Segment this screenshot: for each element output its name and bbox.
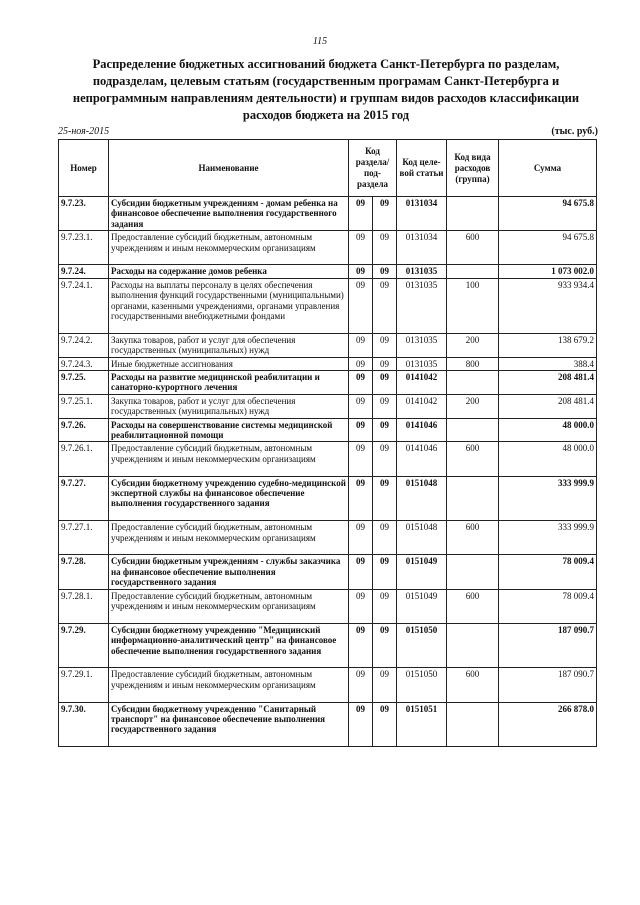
row-section: 09 bbox=[349, 521, 373, 555]
row-subsection: 09 bbox=[373, 521, 397, 555]
table-row bbox=[59, 265, 597, 278]
row-subsection: 09 bbox=[373, 278, 397, 333]
row-target: 0151050 bbox=[397, 623, 447, 668]
row-name: Расходы на содержание домов ребенка bbox=[109, 265, 349, 278]
row-amount: 333 999.9 bbox=[499, 521, 597, 555]
table-row bbox=[59, 476, 597, 521]
table-body bbox=[59, 197, 597, 747]
table-row bbox=[59, 231, 597, 265]
row-amount: 138 679.2 bbox=[499, 333, 597, 357]
row-number: 9.7.24.1. bbox=[59, 278, 109, 333]
row-amount: 94 675.8 bbox=[499, 231, 597, 265]
row-expense-type: 200 bbox=[447, 394, 499, 418]
row-name: Субсидии бюджетному учреждению "Санитарный транспорт" на финансовое обеспечение выполнения государственного задания bbox=[109, 702, 349, 747]
row-subsection: 09 bbox=[373, 333, 397, 357]
row-number: 9.7.26.1. bbox=[59, 442, 109, 476]
row-target: 0131034 bbox=[397, 197, 447, 231]
row-amount: 333 999.9 bbox=[499, 476, 597, 521]
row-number: 9.7.23. bbox=[59, 197, 109, 231]
row-name: Субсидии бюджетному учреждению судебно-медицинской экспертной службы на финансовое обеспечение выполнения государственного задания bbox=[109, 476, 349, 521]
row-number: 9.7.29.1. bbox=[59, 668, 109, 702]
row-name: Расходы на совершенствование системы медицинской реабилитационной помощи bbox=[109, 418, 349, 442]
row-expense-type bbox=[447, 265, 499, 278]
row-number: 9.7.25.1. bbox=[59, 394, 109, 418]
header-amount: Сумма bbox=[499, 140, 597, 197]
header-target bbox=[397, 140, 447, 197]
row-section: 09 bbox=[349, 197, 373, 231]
row-expense-type: 200 bbox=[447, 333, 499, 357]
header-number: Номер bbox=[59, 140, 109, 197]
row-subsection: 09 bbox=[373, 197, 397, 231]
row-section: 09 bbox=[349, 623, 373, 668]
row-number: 9.7.23.1. bbox=[59, 231, 109, 265]
row-name: Субсидии бюджетным учреждениям - домам ребенка на финансовое обеспечение выполнения государственного задания bbox=[109, 197, 349, 231]
table-row bbox=[59, 197, 597, 231]
row-subsection: 09 bbox=[373, 442, 397, 476]
row-section: 09 bbox=[349, 333, 373, 357]
table-row bbox=[59, 442, 597, 476]
row-name: Расходы на выплаты персоналу в целях обеспечения выполнения функций государственными (муниципальными) органами, казенными учреждениями, органами управления государственными внебюджетными фондами bbox=[109, 278, 349, 333]
row-number: 9.7.28.1. bbox=[59, 589, 109, 623]
row-name: Предоставление субсидий бюджетным, автономным учреждениям и иным некоммерческим организациям bbox=[109, 521, 349, 555]
page-number: 115 bbox=[312, 36, 328, 47]
row-target: 0141046 bbox=[397, 442, 447, 476]
row-subsection: 09 bbox=[373, 702, 397, 747]
row-subsection: 09 bbox=[373, 555, 397, 589]
row-expense-type: 100 bbox=[447, 278, 499, 333]
row-subsection: 09 bbox=[373, 394, 397, 418]
table-row bbox=[59, 333, 597, 357]
row-section: 09 bbox=[349, 702, 373, 747]
row-number: 9.7.24.3. bbox=[59, 357, 109, 370]
row-section: 09 bbox=[349, 231, 373, 265]
row-name: Предоставление субсидий бюджетным, автономным учреждениям и иным некоммерческим организациям bbox=[109, 231, 349, 265]
row-name: Расходы на развитие медицинской реабилитации и санаторно-курортного лечения bbox=[109, 371, 349, 395]
row-expense-type: 600 bbox=[447, 442, 499, 476]
table-row bbox=[59, 668, 597, 702]
row-number: 9.7.28. bbox=[59, 555, 109, 589]
row-number: 9.7.26. bbox=[59, 418, 109, 442]
row-target: 0131034 bbox=[397, 231, 447, 265]
row-target: 0151050 bbox=[397, 668, 447, 702]
row-name: Предоставление субсидий бюджетным, автономным учреждениям и иным некоммерческим организациям bbox=[109, 589, 349, 623]
header-target-label: Код целе-вой статьи bbox=[399, 157, 444, 178]
row-section: 09 bbox=[349, 418, 373, 442]
row-subsection: 09 bbox=[373, 371, 397, 395]
row-expense-type bbox=[447, 476, 499, 521]
row-name: Закупка товаров, работ и услуг для обеспечения государственных (муниципальных) нужд bbox=[109, 394, 349, 418]
row-target: 0141042 bbox=[397, 371, 447, 395]
table-row bbox=[59, 589, 597, 623]
table-row bbox=[59, 418, 597, 442]
row-target: 0151051 bbox=[397, 702, 447, 747]
row-target: 0151048 bbox=[397, 476, 447, 521]
row-amount: 78 009.4 bbox=[499, 555, 597, 589]
row-expense-type bbox=[447, 623, 499, 668]
row-section: 09 bbox=[349, 555, 373, 589]
row-section: 09 bbox=[349, 278, 373, 333]
row-subsection: 09 bbox=[373, 231, 397, 265]
row-amount: 187 090.7 bbox=[499, 668, 597, 702]
budget-table bbox=[58, 139, 597, 747]
row-number: 9.7.24. bbox=[59, 265, 109, 278]
row-section: 09 bbox=[349, 589, 373, 623]
row-name: Субсидии бюджетному учреждению "Медицинский информационно-аналитический центр" на финансовое обеспечение выполнения государственного задания bbox=[109, 623, 349, 668]
row-section: 09 bbox=[349, 371, 373, 395]
table-row bbox=[59, 555, 597, 589]
row-amount: 1 073 002.0 bbox=[499, 265, 597, 278]
row-amount: 94 675.8 bbox=[499, 197, 597, 231]
row-number: 9.7.29. bbox=[59, 623, 109, 668]
table-row bbox=[59, 702, 597, 747]
table-header-row bbox=[59, 140, 597, 197]
row-target: 0131035 bbox=[397, 333, 447, 357]
row-amount: 78 009.4 bbox=[499, 589, 597, 623]
row-name: Субсидии бюджетным учреждениям - службы заказчика на финансовое обеспечение выполнения государственного задания bbox=[109, 555, 349, 589]
table-row bbox=[59, 394, 597, 418]
row-name: Предоставление субсидий бюджетным, автономным учреждениям и иным некоммерческим организациям bbox=[109, 442, 349, 476]
row-number: 9.7.27. bbox=[59, 476, 109, 521]
header-expense-type-label: Код вида расходов (группа) bbox=[454, 151, 491, 184]
row-amount: 48 000.0 bbox=[499, 442, 597, 476]
row-amount: 208 481.4 bbox=[499, 394, 597, 418]
row-number: 9.7.27.1. bbox=[59, 521, 109, 555]
row-subsection: 09 bbox=[373, 589, 397, 623]
row-section: 09 bbox=[349, 265, 373, 278]
table-row bbox=[59, 521, 597, 555]
table-row bbox=[59, 371, 597, 395]
row-subsection: 09 bbox=[373, 357, 397, 370]
row-subsection: 09 bbox=[373, 623, 397, 668]
row-section: 09 bbox=[349, 394, 373, 418]
table-row bbox=[59, 357, 597, 370]
row-subsection: 09 bbox=[373, 418, 397, 442]
row-subsection: 09 bbox=[373, 476, 397, 521]
header-section bbox=[349, 140, 397, 197]
row-target: 0141046 bbox=[397, 418, 447, 442]
row-expense-type: 600 bbox=[447, 589, 499, 623]
row-target: 0131035 bbox=[397, 357, 447, 370]
table-row bbox=[59, 278, 597, 333]
row-expense-type bbox=[447, 555, 499, 589]
row-expense-type: 600 bbox=[447, 521, 499, 555]
row-section: 09 bbox=[349, 668, 373, 702]
row-section: 09 bbox=[349, 442, 373, 476]
row-subsection: 09 bbox=[373, 265, 397, 278]
header-expense-type bbox=[447, 140, 499, 197]
row-amount: 208 481.4 bbox=[499, 371, 597, 395]
row-amount: 933 934.4 bbox=[499, 278, 597, 333]
report-date: 25-ноя-2015 bbox=[58, 126, 110, 137]
row-expense-type bbox=[447, 197, 499, 231]
row-target: 0151049 bbox=[397, 555, 447, 589]
row-name: Предоставление субсидий бюджетным, автономным учреждениям и иным некоммерческим организациям bbox=[109, 668, 349, 702]
row-amount: 388.4 bbox=[499, 357, 597, 370]
row-subsection: 09 bbox=[373, 668, 397, 702]
row-expense-type: 600 bbox=[447, 231, 499, 265]
table-row bbox=[59, 623, 597, 668]
header-section-label: Код раздела/ под-раздела bbox=[355, 146, 390, 189]
row-expense-type: 800 bbox=[447, 357, 499, 370]
row-target: 0131035 bbox=[397, 278, 447, 333]
row-name: Закупка товаров, работ и услуг для обеспечения государственных (муниципальных) нужд bbox=[109, 333, 349, 357]
row-number: 9.7.30. bbox=[59, 702, 109, 747]
row-amount: 48 000.0 bbox=[499, 418, 597, 442]
row-section: 09 bbox=[349, 476, 373, 521]
header-name: Наименование bbox=[109, 140, 349, 197]
row-amount: 266 878.0 bbox=[499, 702, 597, 747]
row-target: 0131035 bbox=[397, 265, 447, 278]
row-expense-type bbox=[447, 371, 499, 395]
document-heading: Распределение бюджетных ассигнований бюджета Санкт-Петербурга по разделам, подразделам, целевым статьям (государственным програмам Санкт-Петербурга и непрограммным направлениям деятельности) и группам видов расходов классификации расходов бюджета на 2015 год bbox=[72, 57, 580, 122]
row-number: 9.7.24.2. bbox=[59, 333, 109, 357]
row-target: 0151049 bbox=[397, 589, 447, 623]
row-section: 09 bbox=[349, 357, 373, 370]
row-target: 0141042 bbox=[397, 394, 447, 418]
row-amount: 187 090.7 bbox=[499, 623, 597, 668]
row-number: 9.7.25. bbox=[59, 371, 109, 395]
row-name: Иные бюджетные ассигнования bbox=[109, 357, 349, 370]
row-expense-type: 600 bbox=[447, 668, 499, 702]
row-expense-type bbox=[447, 702, 499, 747]
row-expense-type bbox=[447, 418, 499, 442]
row-target: 0151048 bbox=[397, 521, 447, 555]
units-label: (тыс. руб.) bbox=[551, 126, 598, 137]
